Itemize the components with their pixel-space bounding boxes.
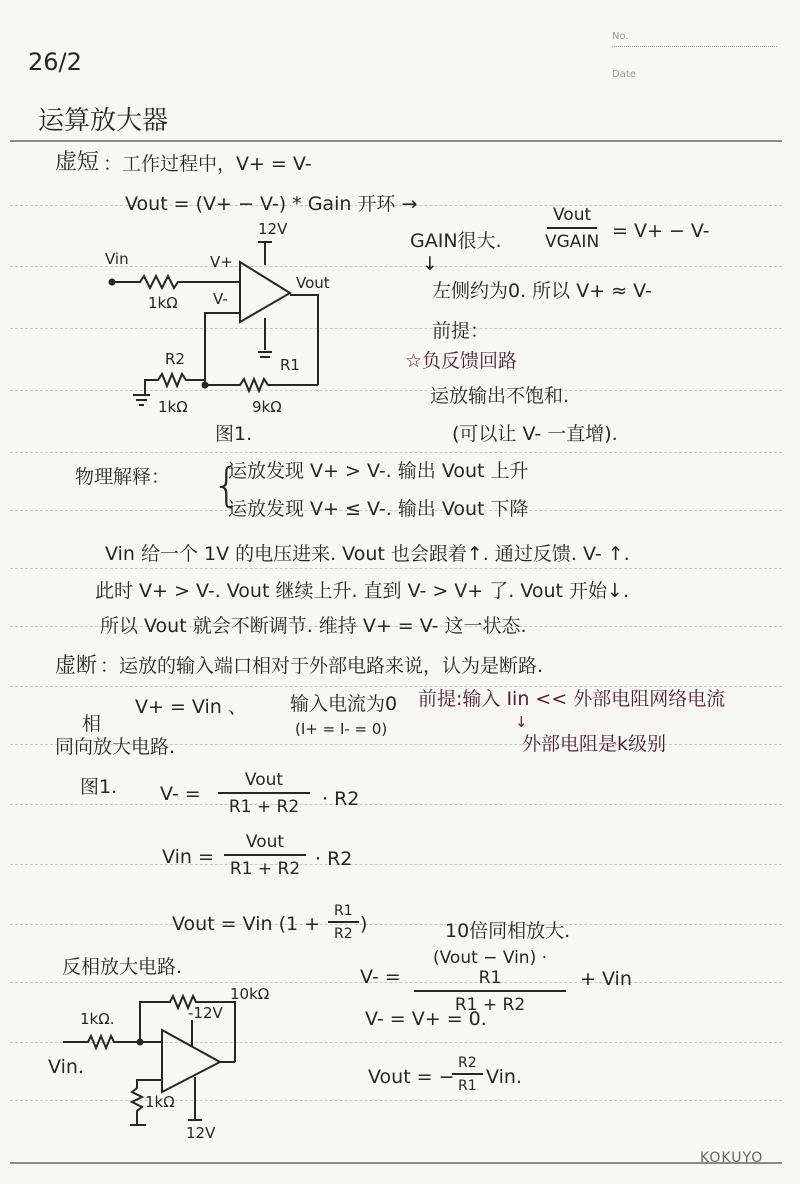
handwritten-date: 26/2 <box>28 48 82 76</box>
inverting-heading: 反相放大电路. <box>62 956 183 978</box>
c1-vout-label: Vout <box>296 274 330 292</box>
c2-neg-supply: -12V <box>188 1004 223 1022</box>
eq1-rhs: · R2 <box>322 788 360 810</box>
gain-note: GAIN很大. <box>410 230 502 252</box>
heading-insert: 相 <box>82 713 102 735</box>
inv-eq1-fraction <box>415 948 565 1015</box>
eq3-rhs: ) <box>360 913 368 935</box>
eq2-numerator: Vout <box>224 832 306 856</box>
premise-3: (可以让 V- 一直增). <box>452 423 618 445</box>
eq1-numerator: Vout <box>218 770 310 794</box>
c2-rin-value: 1kΩ. <box>80 1010 115 1028</box>
physics-case-2: 运放发现 V+ ≤ V-. 输出 Vout 下降 <box>228 498 529 520</box>
brand-logo: KOKUYO <box>700 1150 764 1166</box>
input-current-eq: (I+ = I- = 0) <box>295 720 388 738</box>
premise-heading: 前提： <box>432 320 490 342</box>
fig-ref: 图1. <box>80 776 118 798</box>
physics-line-2: 此时 V+ > V-. Vout 继续上升. 直到 V- > V+ 了. Vout 开始↓. <box>95 580 629 602</box>
virtual-open-premise: 前提:输入 Iin << 外部电阻网络电流 <box>418 688 726 710</box>
c1-r1-value: 9kΩ <box>252 398 282 416</box>
open-loop-formula: Vout = (V+ − V-) * Gain 开环 → <box>125 193 418 215</box>
date-label: Date <box>612 69 636 80</box>
fraction-denominator: VGAIN <box>545 232 600 252</box>
premise-2: 运放输出不饱和. <box>430 385 570 407</box>
c2-rg-value: 1kΩ <box>145 1093 175 1111</box>
virtual-short-definition: ：工作过程中，V+ = V- <box>103 153 312 175</box>
eq3-lhs: Vout = Vin (1 + <box>172 913 321 935</box>
c1-vplus-label: V+ <box>210 253 233 271</box>
c2-pos-supply: 12V <box>186 1124 216 1142</box>
inv-eq1-numerator: (Vout − Vin) · R1 <box>414 948 566 992</box>
gain-rhs: = V+ − V- <box>612 220 710 242</box>
page-title: 运算放大器 <box>38 106 169 136</box>
eq3-fraction <box>328 903 359 942</box>
input-current-zero: 输入电流为0 <box>290 693 398 715</box>
inv-eq1-denominator: R1 + R2 <box>454 995 526 1015</box>
vplus-eq-vin: V+ = Vin 、 <box>135 696 247 718</box>
premise-note: 外部电阻是k级别 <box>522 733 667 755</box>
inv-eq1-lhs: V- = <box>360 966 401 988</box>
physics-line-3: 所以 Vout 就会不断调节. 维持 V+ = V- 这一状态. <box>100 615 527 637</box>
eq2-denominator: R1 + R2 <box>229 859 301 879</box>
inv-eq1-rhs: + Vin <box>580 968 632 990</box>
c1-r1-label: R1 <box>280 356 300 374</box>
inv-eq3-numerator: R2 <box>452 1055 483 1075</box>
noninverting-heading: 同向放大电路. <box>55 736 176 758</box>
conclusion: 左侧约为0. 所以 V+ ≈ V- <box>432 280 652 302</box>
gain-10x-note: 10倍同相放大. <box>445 920 571 942</box>
eq2-fraction <box>225 832 305 879</box>
inv-eq3-fraction <box>452 1055 483 1094</box>
c1-supply-label: 12V <box>258 220 288 238</box>
eq1-lhs: V- = <box>160 783 201 805</box>
fraction-numerator: Vout <box>547 205 597 229</box>
c1-caption: 图1. <box>215 423 253 445</box>
virtual-open-definition: ：运放的输入端口相对于外部电路来说，认为是断路. <box>100 655 544 677</box>
no-label: No. <box>612 31 629 42</box>
c1-rin-value: 1kΩ <box>148 294 178 312</box>
c1-r2-label: R2 <box>165 350 185 368</box>
inv-eq3-denominator: R1 <box>458 1078 477 1094</box>
inv-eq3-rhs: Vin. <box>486 1066 522 1088</box>
physics-line-1: Vin 给一个 1V 的电压进来. Vout 也会跟着↑. 通过反馈. V- ↑. <box>105 543 630 565</box>
c1-r2-value: 1kΩ <box>158 398 188 416</box>
c1-vminus-label: V- <box>213 290 228 308</box>
physics-case-1: 运放发现 V+ > V-. 输出 Vout 上升 <box>228 460 529 482</box>
c1-vin-label: Vin <box>105 250 129 268</box>
eq3-numerator: R1 <box>328 903 359 923</box>
eq1-fraction <box>218 770 310 817</box>
down-arrow: ↓ <box>422 253 438 275</box>
inv-eq3-lhs: Vout = − <box>368 1066 455 1088</box>
eq2-lhs: Vin = <box>162 846 214 868</box>
c2-vin-label: Vin. <box>48 1056 84 1078</box>
brace: { <box>212 458 242 512</box>
eq1-denominator: R1 + R2 <box>228 797 300 817</box>
premise-arrow: ↓ <box>515 713 528 731</box>
eq2-rhs: · R2 <box>315 848 353 870</box>
inv-eq2: V- = V+ = 0. <box>365 1008 487 1030</box>
virtual-short-heading: 虚短 <box>55 150 100 175</box>
virtual-open-heading: 虚断 <box>55 653 97 677</box>
premise-1: ☆负反馈回路 <box>405 350 518 372</box>
physics-heading: 物理解释： <box>75 466 171 488</box>
c2-rf-value: 10kΩ <box>230 985 270 1003</box>
eq3-denominator: R2 <box>334 926 353 942</box>
